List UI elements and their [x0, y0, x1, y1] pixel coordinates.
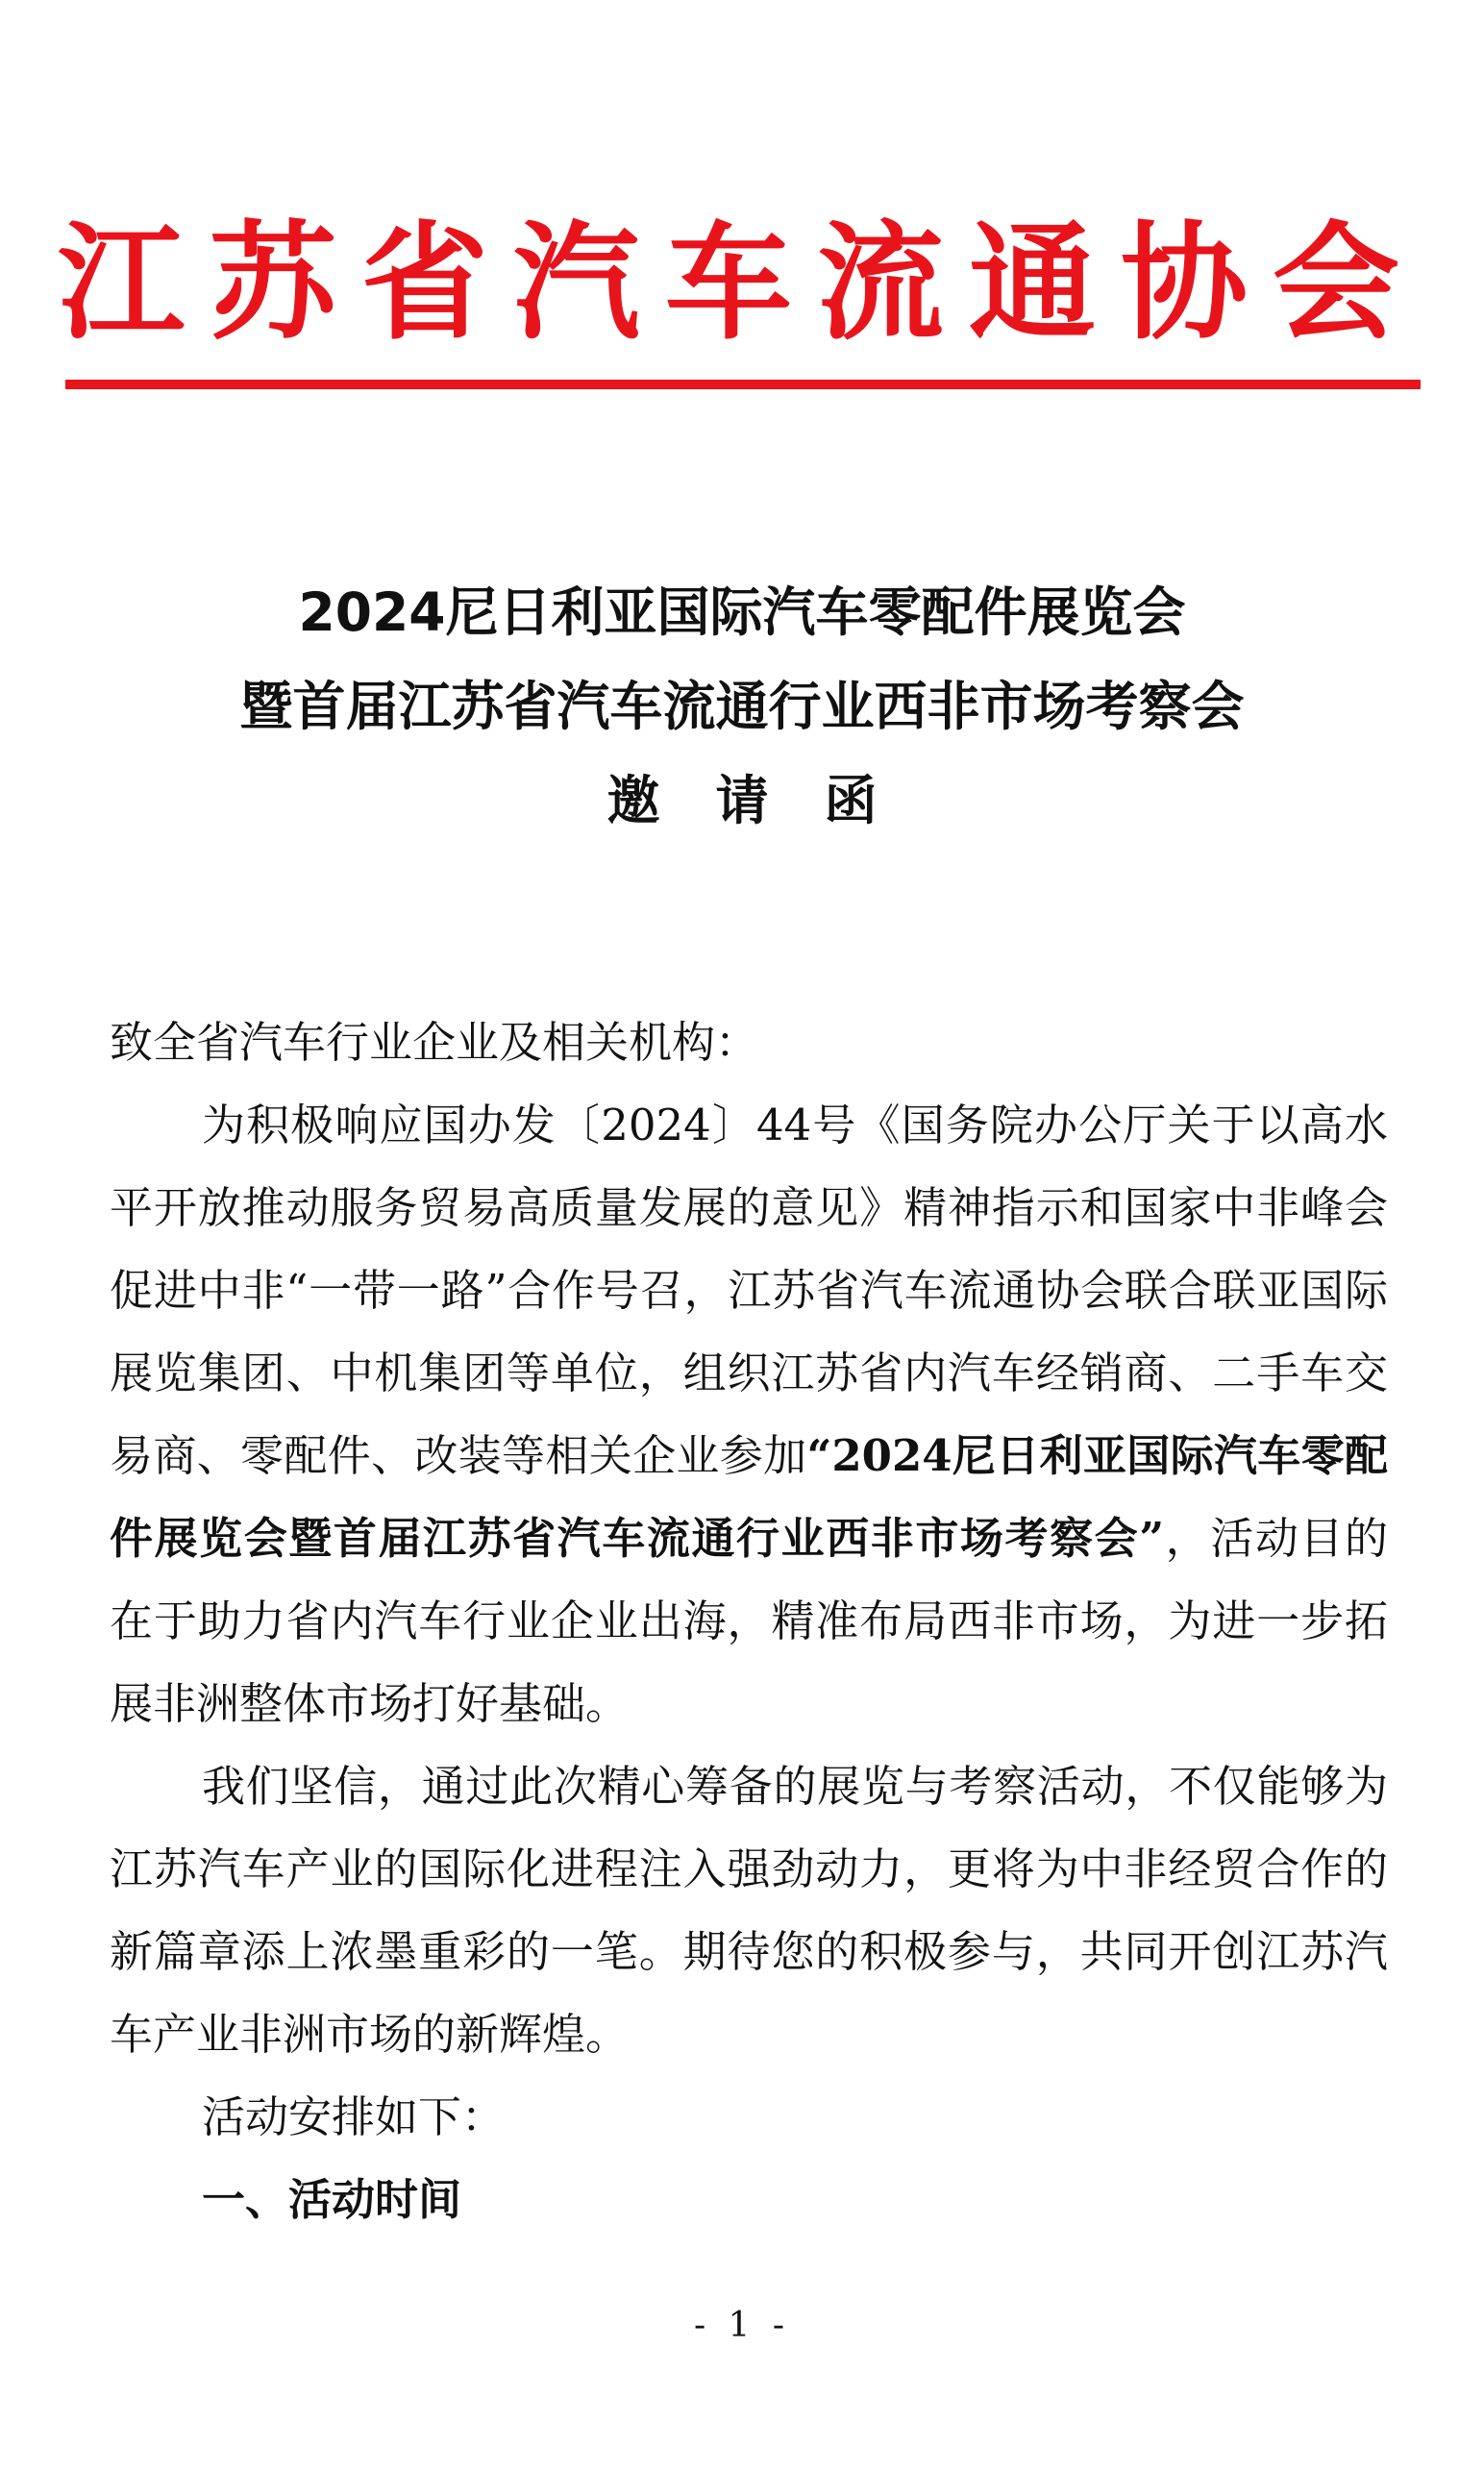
document-title-invitation: 邀请函 [606, 770, 933, 831]
letter-body [110, 1002, 1388, 2241]
salutation: 致全省汽车行业企业及相关机构： [110, 1017, 759, 1068]
paragraph-3: 活动安排如下： [202, 2091, 506, 2142]
organization-letterhead: 江苏省汽车流通协会 [58, 209, 1424, 358]
document-title-line-2: 暨首届江苏省汽车流通行业西非市场考察会 [239, 676, 1245, 737]
paragraph-1 [110, 1084, 1388, 1745]
section-heading-activity-time: 一、活动时间 [202, 2174, 462, 2225]
document-title-line-1: 2024尼日利亚国际汽车零配件展览会 [298, 581, 1186, 643]
letterhead-divider [65, 380, 1421, 389]
page-number: - 1 - [693, 2306, 791, 2345]
paragraph-2: 我们坚信，通过此次精心筹备的展览与考察活动，不仅能够为江苏汽车产业的国际化进程注入强劲动力，更将为中非经贸合作的新篇章添上浓墨重彩的一笔。期待您的积极参与，共同开创江苏汽车产业非洲市场的新辉煌。 [110, 1761, 1388, 2060]
paragraph-1-text-a: 为积极响应国办发〔2024〕44号《国务院办公厅关于以高水平开放推动服务贸易高质量发展的意见》精神指示和国家中非峰会促进中非“一带一路”合作号召，江苏省汽车流通协会联合联亚国际展览集团、中机集团等单位，组织江苏省内汽车经销商、二手车交易商、零配件、改装等相关企业参加 [110, 1100, 1388, 1481]
paragraph-1-text-b: ，活动目的在于助力省内汽车行业企业出海，精准布局西非市场，为进一步拓展非洲整体市场打好基础。 [110, 1513, 1388, 1729]
event-name-bold: “2024尼日利亚国际汽车零配件展览会暨首届江苏省汽车流通行业西非市场考察会” [110, 1430, 1388, 1564]
